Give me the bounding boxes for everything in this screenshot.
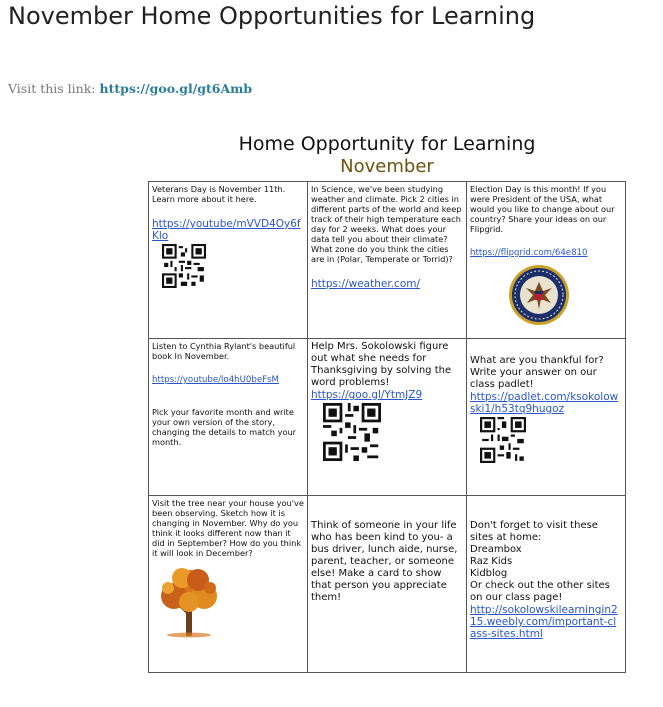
sokolowski-text: Help Mrs. Sokolowski figure out what she needs for Thanksgiving by solving the word problems! <box>311 341 452 388</box>
thankful-text: What are you thankful for? Write your answer on our class padlet! <box>470 355 604 390</box>
election-link[interactable]: https://flipgrid.com/64e810 <box>470 248 588 258</box>
cell-rylant <box>149 339 308 496</box>
sheet-month: November <box>340 156 434 177</box>
presidential-seal-icon <box>508 264 570 326</box>
cell-veterans-day <box>149 182 308 339</box>
sheet-title: Home Opportunity for Learning <box>238 133 536 155</box>
cell-kindness-card <box>308 496 467 673</box>
science-text: In Science, we've been studying weather and climate. Pick 2 cities in different parts of the world and keep track of their high temperature each day for 2 weeks. What does your data tell you about their climate? What zone do you think the cities are in (Polar, Temperate or Torrid)? <box>311 184 462 264</box>
site-dreambox: Dreambox <box>470 544 522 555</box>
cell-election-day <box>467 182 626 339</box>
grid-row <box>149 339 626 496</box>
autumn-tree-icon <box>154 564 224 638</box>
tree-text: Visit the tree near your house you've been observing. Sketch how it is changing in November. Why do you think it looks different now than it did in September? How do you think it will look in December? <box>152 498 304 558</box>
rylant-link[interactable]: https://youtube/lo4hU0beFsM <box>152 375 279 385</box>
qr-code-icon <box>323 403 381 461</box>
sokolowski-link[interactable]: https://goo.gl/YtmJZ9 <box>311 389 423 401</box>
sites-text-2: Or check out the other sites on our class page! <box>470 580 610 603</box>
cell-class-sites <box>467 496 626 673</box>
rylant-text: Listen to Cynthia Rylant's beautiful book In November. <box>152 341 296 361</box>
class-sites-link[interactable]: http://sokolowskilearningin215.weebly.com/important-class-sites.html <box>470 604 618 640</box>
visit-prefix: Visit this link: <box>8 81 96 96</box>
cell-tree <box>149 496 308 673</box>
veterans-text: Veterans Day is November 11th. Learn more about it here. <box>152 184 286 204</box>
kind-text: Think of someone in your life who has been kind to you- a bus driver, lunch aide, nurse, parent, teacher, or someone else! Make a card to show that person you appreciate them! <box>311 520 458 603</box>
veterans-link[interactable]: https://youtube/mVVD4Oy6fKlo <box>152 218 301 242</box>
site-kidblog: Kidblog <box>470 568 508 579</box>
activity-grid <box>148 181 626 673</box>
page-title: November Home Opportunities for Learning <box>8 2 536 30</box>
visit-link[interactable]: https://goo.gl/gt6Amb <box>99 81 253 96</box>
thankful-link[interactable]: https://padlet.com/ksokolowski1/h53tq9hugoz <box>470 391 619 415</box>
qr-code-icon <box>162 244 206 288</box>
learning-sheet <box>148 130 626 673</box>
sites-text: Don't forget to visit these sites at home: <box>470 520 598 543</box>
grid-row <box>149 496 626 673</box>
visit-line <box>8 81 252 96</box>
election-text: Election Day is this month! If you were President of the USA, what would you like to change about our country? Share your ideas on our Flipgrid. <box>470 184 615 234</box>
grid-row <box>149 182 626 339</box>
rylant-text-2: Pick your favorite month and write your own version of the story, changing the details to match your month. <box>152 407 297 447</box>
qr-code-icon <box>480 417 526 463</box>
cell-word-problems <box>308 339 467 496</box>
science-link[interactable]: https://weather.com/ <box>311 278 421 290</box>
cell-science <box>308 182 467 339</box>
cell-thankful <box>467 339 626 496</box>
site-raz-kids: Raz Kids <box>470 556 513 567</box>
